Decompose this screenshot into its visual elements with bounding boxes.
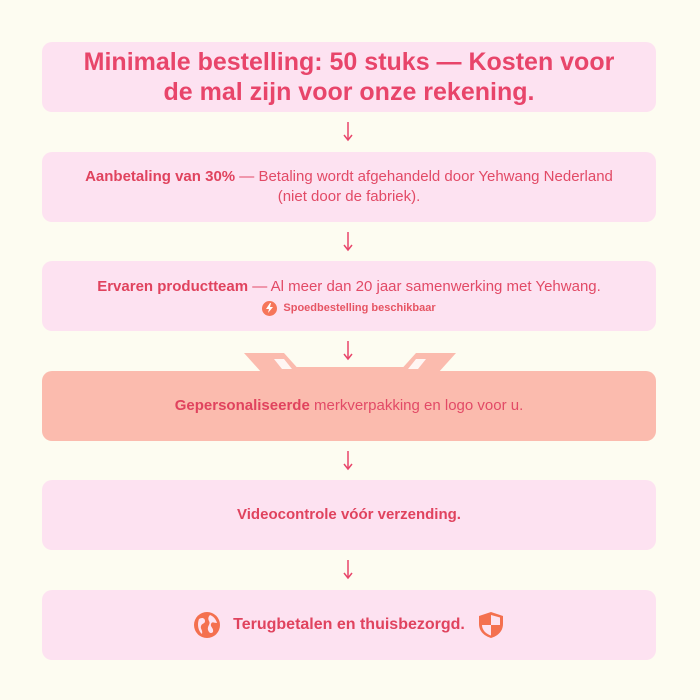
arrow-down-icon	[341, 449, 355, 473]
shield-icon	[477, 611, 505, 639]
rush-order-label: Spoedbestelling beschikbaar	[283, 302, 436, 314]
step-card-5	[42, 480, 656, 550]
step-1-title: Minimale bestelling: 50 stuks — Kosten voor de mal zijn voor onze rekening.	[83, 48, 615, 106]
lightning-icon	[262, 301, 277, 316]
step-card-2	[42, 152, 656, 222]
step-2-text	[69, 167, 629, 207]
step-card-6	[42, 590, 656, 660]
step-6-row	[193, 611, 505, 639]
step-card-1	[42, 42, 656, 112]
step-card-4	[42, 371, 656, 441]
arrow-down-icon	[341, 558, 355, 582]
globe-icon	[193, 611, 221, 639]
arrow-down-icon	[341, 230, 355, 254]
step-3-description: — Al meer dan 20 jaar samenwerking met Yehwang.	[248, 277, 601, 295]
step-5-highlight: Videocontrole vóór verzending.	[237, 506, 461, 523]
step-6-label: Terugbetalen en thuisbezorgd.	[233, 616, 465, 633]
step-3-highlight: Ervaren productteam	[97, 277, 249, 295]
step-5-text	[69, 505, 629, 525]
step-2-description: — Betaling wordt afgehandeld door Yehwang Nederland (niet door de fabriek).	[235, 168, 613, 205]
arrow-down-icon	[341, 120, 355, 144]
step-3-text	[69, 277, 629, 297]
step-4-text	[69, 396, 629, 416]
step-2-highlight: Aanbetaling van 30%	[85, 168, 236, 185]
step-card-3	[42, 261, 656, 331]
step-4-description: merkverpakking en logo voor u.	[309, 397, 524, 414]
step-4-highlight: Gepersonaliseerde	[174, 397, 310, 414]
rush-order-badge	[262, 301, 435, 316]
